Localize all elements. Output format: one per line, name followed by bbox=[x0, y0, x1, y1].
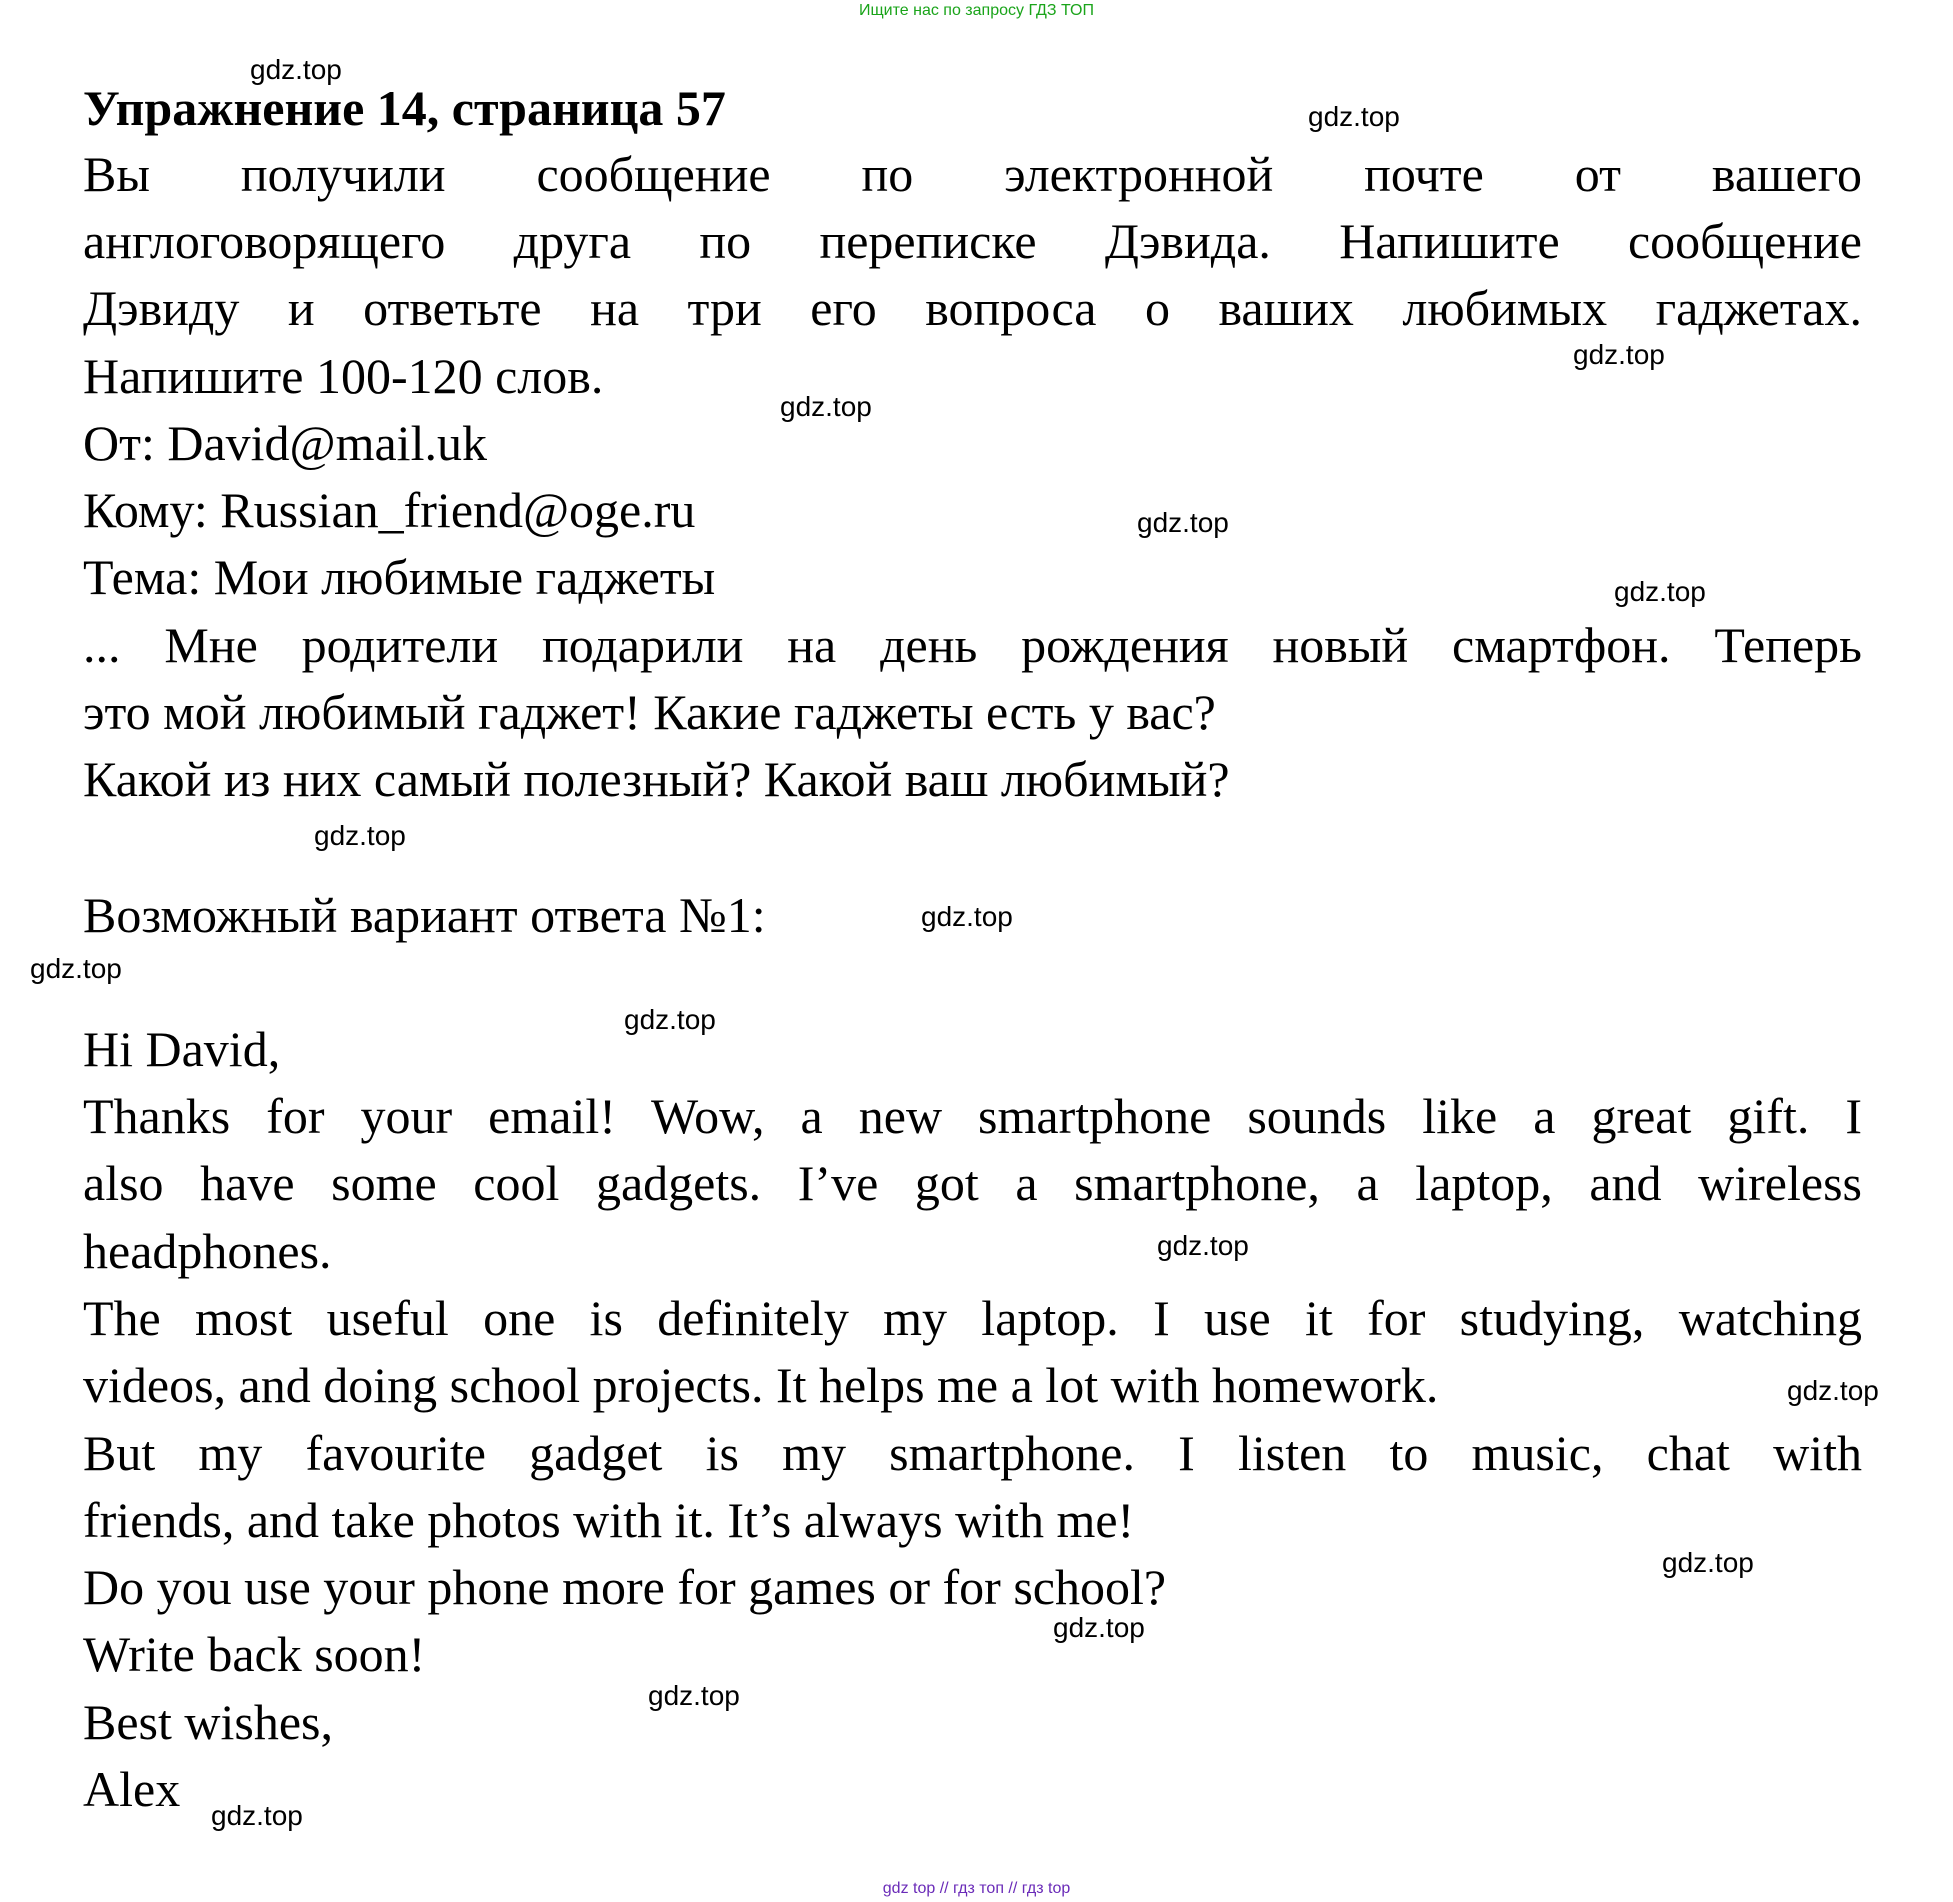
email-body-line-3: Какой из них самый полезный? Какой ваш любимый? bbox=[83, 751, 1230, 807]
watermark: gdz.top bbox=[1137, 507, 1229, 538]
email-from: От: David@mail.uk bbox=[83, 415, 487, 471]
watermark: gdz.top bbox=[250, 54, 342, 85]
answer-line-2: Thanks for your email! Wow, a new smartphone sounds like a great gift. I bbox=[83, 1088, 1862, 1144]
watermark: gdz.top bbox=[921, 901, 1013, 932]
watermark: gdz.top bbox=[624, 1004, 716, 1035]
watermark: gdz.top bbox=[1787, 1375, 1879, 1406]
watermark: gdz.top bbox=[314, 820, 406, 851]
answer-line-7: But my favourite gadget is my smartphone. I listen to music, chat with bbox=[83, 1425, 1862, 1481]
watermark: gdz.top bbox=[1308, 101, 1400, 132]
answer-heading: Возможный вариант ответа №1: bbox=[83, 887, 766, 943]
answer-line-9: Do you use your phone more for games or for school? bbox=[83, 1559, 1167, 1615]
watermark: gdz.top bbox=[1573, 339, 1665, 370]
task-line-3: Дэвиду и ответьте на три его вопроса о ваших любимых гаджетах. bbox=[83, 280, 1862, 336]
answer-line-12: Alex bbox=[83, 1761, 181, 1817]
answer-line-3: also have some cool gadgets. I’ve got a smartphone, a laptop, and wireless bbox=[83, 1155, 1862, 1211]
bottom-banner[interactable]: gdz top // гдз топ // гдз top bbox=[882, 1880, 1071, 1897]
answer-line-6: videos, and doing school projects. It helps me a lot with homework. bbox=[83, 1357, 1439, 1413]
watermark: gdz.top bbox=[1614, 576, 1706, 607]
answer-line-10: Write back soon! bbox=[83, 1626, 426, 1682]
email-subject: Тема: Мои любимые гаджеты bbox=[83, 549, 716, 605]
page-title: Упражнение 14, страница 57 bbox=[83, 80, 726, 136]
email-body-line-1: ... Мне родители подарили на день рождения новый смартфон. Теперь bbox=[83, 617, 1862, 673]
top-banner[interactable]: Ищите нас по запросу ГДЗ ТОП bbox=[859, 2, 1094, 19]
email-to: Кому: Russian_friend@oge.ru bbox=[83, 482, 696, 538]
watermark: gdz.top bbox=[30, 953, 122, 984]
answer-line-5: The most useful one is definitely my laptop. I use it for studying, watching bbox=[83, 1290, 1862, 1346]
email-body-line-2: это мой любимый гаджет! Какие гаджеты есть у вас? bbox=[83, 684, 1216, 740]
watermark: gdz.top bbox=[1053, 1612, 1145, 1643]
answer-line-8: friends, and take photos with it. It’s always with me! bbox=[83, 1492, 1135, 1548]
answer-line-1: Hi David, bbox=[83, 1021, 281, 1077]
watermark: gdz.top bbox=[780, 391, 872, 422]
answer-line-11: Best wishes, bbox=[83, 1694, 333, 1750]
watermark: gdz.top bbox=[1662, 1547, 1754, 1578]
task-line-1: Вы получили сообщение по электронной почте от вашего bbox=[83, 146, 1862, 202]
task-line-4: Напишите 100-120 слов. bbox=[83, 348, 604, 404]
task-line-2: англоговорящего друга по переписке Дэвида. Напишите сообщение bbox=[83, 213, 1862, 269]
watermark: gdz.top bbox=[1157, 1230, 1249, 1261]
watermark: gdz.top bbox=[211, 1800, 303, 1831]
watermark: gdz.top bbox=[648, 1680, 740, 1711]
answer-line-4: headphones. bbox=[83, 1223, 332, 1279]
